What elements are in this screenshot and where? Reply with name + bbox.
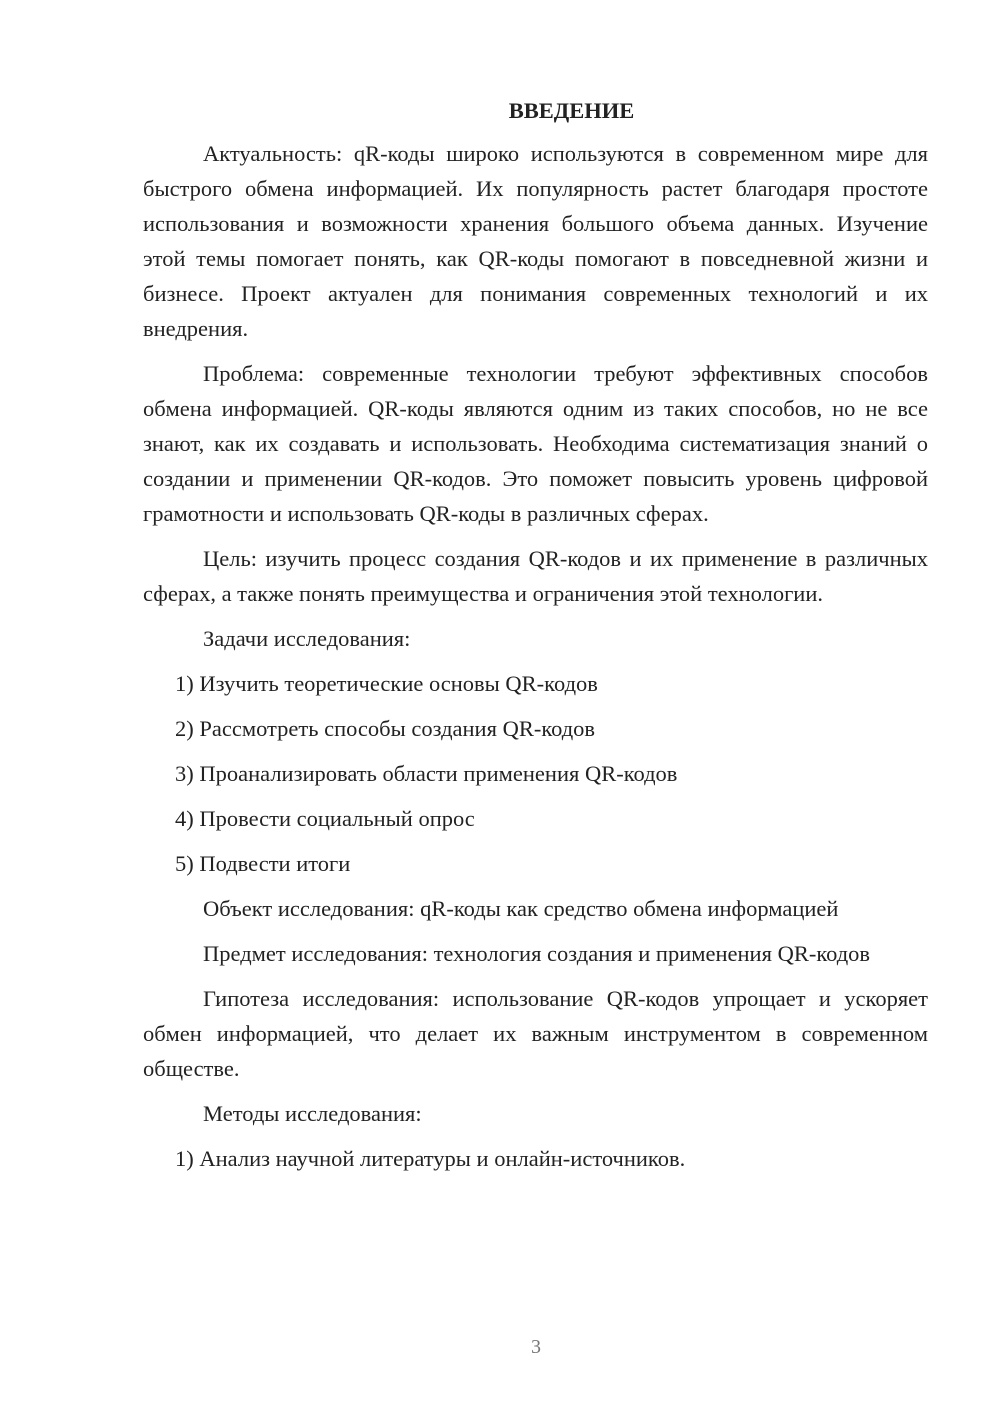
object-paragraph: Объект исследования: qR-коды как средство обмена информацией xyxy=(203,896,839,921)
tasks-list xyxy=(143,666,928,881)
page-content xyxy=(143,96,928,1186)
task-item-2: 2) Рассмотреть способы создания QR-кодов xyxy=(175,716,596,741)
method-item-1: 1) Анализ научной литературы и онлайн-источников. xyxy=(175,1146,686,1171)
task-item-4: 4) Провести социальный опрос xyxy=(175,806,475,831)
relevance-paragraph: Актуальность: qR-коды широко используются в современном мире для быстрого обмена информацией. Их популярность растет благодаря простоте использования и возможности хранения большого объема данных. Изучение этой темы помогает понять, как QR-коды помогают в повседневной жизни и бизнесе. Проект актуален для понимания современных технологий и их внедрения. xyxy=(143,141,928,341)
goal-paragraph: Цель: изучить процесс создания QR-кодов и их применение в различных сферах, а также понять преимущества и ограничения этой технологии. xyxy=(143,546,928,606)
tasks-heading: Задачи исследования: xyxy=(203,626,411,651)
page-number: 3 xyxy=(531,1336,541,1358)
problem-paragraph: Проблема: современные технологии требуют эффективных способов обмена информацией. QR-коды являются одним из таких способов, но не все знают, как их создавать и использовать. Необходима систематизация знаний о создании и применении QR-кодов. Это поможет повысить уровень цифровой грамотности и использовать QR-коды в различных сферах. xyxy=(143,361,928,526)
hypothesis-paragraph: Гипотеза исследования: использование QR-кодов упрощает и ускоряет обмен информацией, что делает их важным инструментом в современном обществе. xyxy=(143,986,928,1081)
task-item-3: 3) Проанализировать области применения QR-кодов xyxy=(175,761,678,786)
methods-heading: Методы исследования: xyxy=(203,1101,422,1126)
task-item-1: 1) Изучить теоретические основы QR-кодов xyxy=(175,671,598,696)
task-item-5: 5) Подвести итоги xyxy=(175,851,351,876)
methods-list xyxy=(143,1141,928,1176)
subject-paragraph: Предмет исследования: технология создания и применения QR-кодов xyxy=(203,941,871,966)
page-title: ВВЕДЕНИЕ xyxy=(508,98,635,123)
